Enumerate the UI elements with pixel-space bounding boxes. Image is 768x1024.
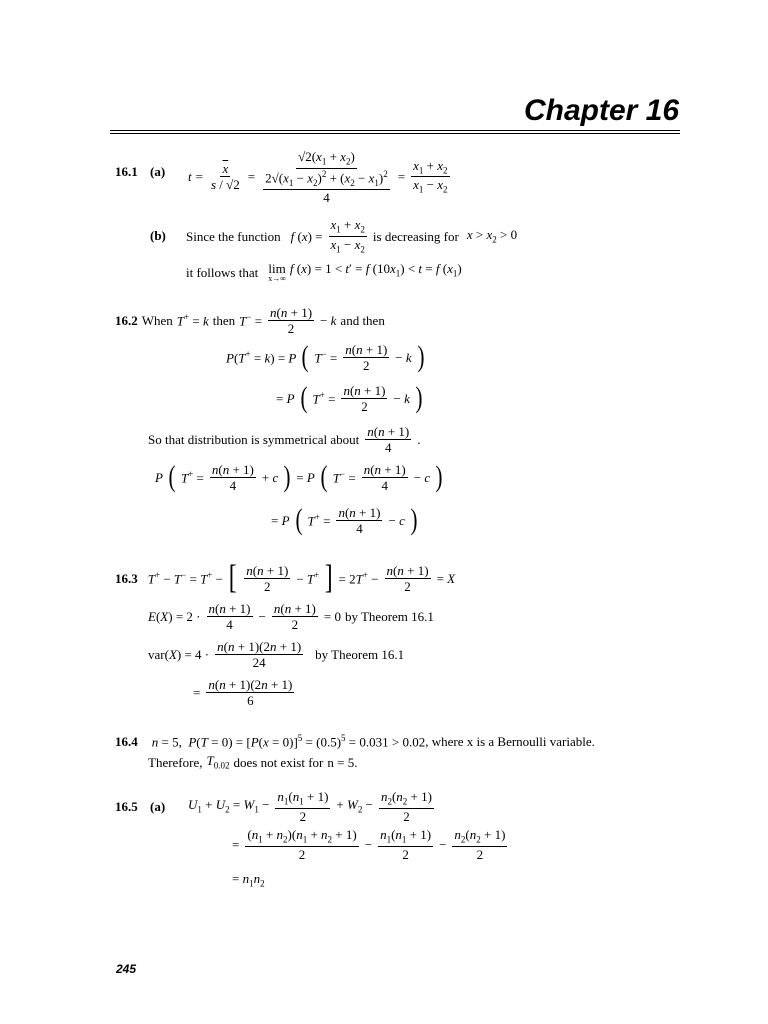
equation-16-4-line2: Therefore, $T_{0.02}$ does not exist for n = 5. bbox=[148, 753, 358, 771]
equation-16-1-a: t = $\frac{\overline{x}}{s / √2}$ = $\frac{√2(x_1 + x_2)}{\frac{2√(x_1 - x_2)^2 + (x_2 - x_1)^2}{4}}$ = $\frac{x_1 + x_2}{x_1 - x_2}$ bbox=[188, 149, 448, 205]
theorem-ref-1: by Theorem 16.1 bbox=[344, 609, 434, 624]
equation-16-4-line1: 16.4 n = 5, $P(T = 0) = [P(x = 0)]^5 = (0.5)^5 = 0.031 > 0.02$ , where x is a Bernoulli variable. bbox=[115, 733, 595, 750]
problem-16-1-part-a: (a) bbox=[150, 164, 166, 179]
title-rule-bottom bbox=[110, 133, 680, 134]
equation-16-2-symmetric: So that distribution is symmetrical about $\frac{n(n + 1)}{4}$ . bbox=[148, 424, 421, 455]
chapter-title: Chapter 16 bbox=[524, 94, 680, 127]
problem-16-2-number: 16.2 bbox=[115, 313, 138, 328]
therefore-text: Therefore, bbox=[148, 754, 203, 770]
problem-16-5-part-a: (a) bbox=[150, 799, 166, 814]
equation-16-1-b: Since the function f (x) = $\frac{x_1 + x_2}{x_1 - x_2}$ is decreasing for $x > x_2 > 0$ bbox=[186, 217, 518, 255]
equation-16-3-line3: var(X) = 4 · $\frac{n(n + 1)(2n + 1)}{24}$ by Theorem 16.1 bbox=[148, 639, 405, 670]
problem-16-5-number: 16.5 bbox=[115, 799, 138, 814]
problem-16-3-number: 16.3 bbox=[115, 570, 138, 586]
equation-16-3-line2: E(X) = 2 · $\frac{n(n + 1)}{4}$ − $\frac{n(n + 1)}{2}$ = 0 by Theorem 16.1 bbox=[148, 601, 434, 632]
problem-16-1-part-b: (b) bbox=[150, 228, 166, 243]
n-equals-5-text: n = 5. bbox=[327, 754, 358, 770]
and-then-text: and then bbox=[340, 313, 385, 328]
equation-16-3-line1: 16.3 T+ − T− = T+ − [ $\frac{n(n + 1)}{2}$ − T+ ] = 2T+ − $\frac{n(n + 1)}{2}$ = X bbox=[115, 559, 456, 596]
equation-16-3-line4: = $\frac{n(n + 1)(2n + 1)}{6}$ bbox=[193, 677, 293, 708]
equation-16-2-line2: P(T+ = k) = P ( T− = $\frac{n(n + 1)}{2}$ − k ) bbox=[226, 340, 425, 373]
when-text: When bbox=[141, 313, 173, 328]
b-text-follows: it follows that bbox=[186, 265, 259, 280]
equation-16-5-line1: $U_1 + U_2 = W_1$ − $\frac{n_1(n_1 + 1)}{2}$ + $W_2$ − $\frac{n_2(n_2 + 1)}{2}$ bbox=[188, 789, 432, 824]
equation-16-2-line6: = P ( T+ = $\frac{n(n + 1)}{4}$ − c ) bbox=[271, 503, 418, 536]
equation-16-5-line2: = $\frac{(n_1 + n_2)(n_1 + n_2 + 1)}{2}$ − $\frac{n_1(n_1 + 1)}{2}$ − $\frac{n_2(n_2 + 1)}{2}$ bbox=[232, 827, 506, 862]
theorem-ref-2: by Theorem 16.1 bbox=[315, 647, 405, 662]
problem-16-1-number: 16.1 bbox=[115, 164, 138, 179]
page-number: 245 bbox=[116, 962, 137, 976]
symmetric-text: So that distribution is symmetrical about bbox=[148, 432, 360, 447]
problem-16-4-number: 16.4 bbox=[115, 733, 138, 749]
not-exist-text: does not exist for bbox=[233, 754, 324, 770]
title-rule-top bbox=[110, 130, 680, 131]
equation-16-5-line3: = $n_1n_2$ bbox=[232, 871, 265, 889]
equation-16-2-line5: P ( T+ = $\frac{n(n + 1)}{4}$ + c ) = P ( T− = $\frac{n(n + 1)}{4}$ − c ) bbox=[155, 460, 443, 493]
b-text-function: Since the function bbox=[186, 228, 281, 244]
bernoulli-text: , where x is a Bernoulli variable. bbox=[425, 733, 595, 749]
lim-subscript: x→∞ bbox=[268, 274, 286, 283]
equation-16-2-intro: 16.2 When T+ = k then T− = $\frac{n(n + 1)}{2}$ − k and then bbox=[115, 305, 385, 336]
b-text-decreasing: is decreasing for bbox=[372, 228, 459, 244]
equation-16-2-line3: = P ( T+ = $\frac{n(n + 1)}{2}$ − k ) bbox=[276, 381, 423, 414]
then-text: then bbox=[212, 313, 236, 328]
lim-label: lim bbox=[268, 261, 286, 276]
equation-16-1-limit: it follows that lim x→∞ f (x) = 1 < t′ = f $(10x_1) < t = f$ $(x_1)$ bbox=[186, 261, 462, 283]
